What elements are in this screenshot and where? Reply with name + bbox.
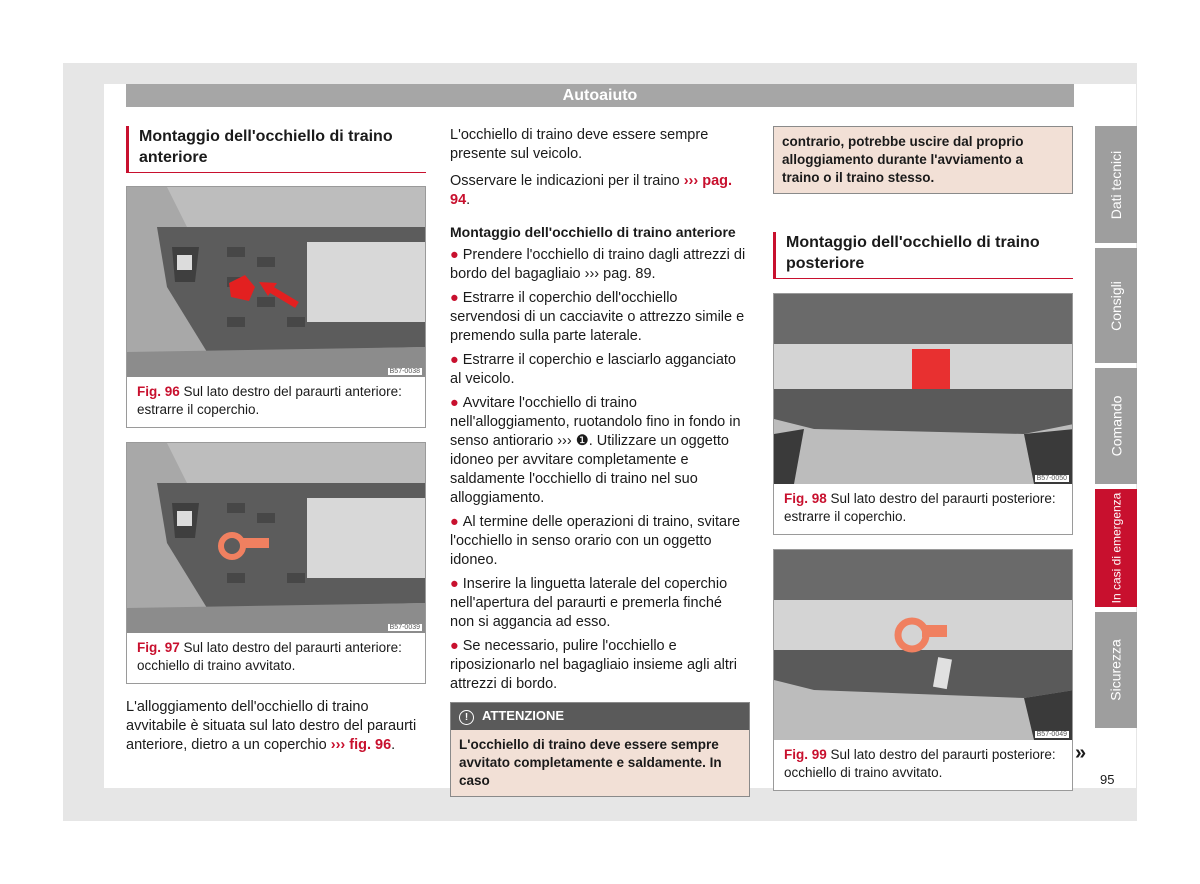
fig-99-caption — [774, 740, 1072, 790]
left-column — [126, 126, 426, 755]
caption-text: Sul lato destro del paraurti posteriore: estrarre il coperchio. — [784, 491, 1056, 524]
tab-label: Consigli — [1108, 280, 1124, 331]
page-header: Autoaiuto — [126, 84, 1074, 107]
figure-number: Fig. 98 — [784, 491, 827, 506]
caption-text: Sul lato destro del paraurti posteriore: occhiello di traino avvitato. — [784, 747, 1056, 780]
fig-96-caption — [127, 377, 425, 427]
fig-97-caption — [127, 633, 425, 683]
tab-emergenza[interactable] — [1095, 489, 1137, 607]
warning-title: ATTENZIONE — [482, 708, 565, 723]
list-item: ● Inserire la linguetta laterale del coperchio nell'apertura del paraurti e premerla finché non si aggancia ad esso. — [450, 576, 728, 630]
fig-98-caption — [774, 484, 1072, 534]
body-paragraph — [126, 698, 426, 755]
right-column — [773, 126, 1073, 791]
list-item: ● Estrarre il coperchio e lasciarlo agganciato al veicolo. — [450, 352, 736, 387]
figure-code: B57-0050 — [1036, 475, 1067, 482]
figure-code: B57-0049 — [1036, 731, 1067, 738]
figure-link[interactable]: ››› fig. 96 — [330, 737, 392, 753]
page-link[interactable]: ››› pag. 94 — [450, 173, 733, 208]
figure-98 — [773, 293, 1073, 535]
middle-column — [450, 126, 750, 797]
instruction-list — [450, 246, 750, 694]
subheading: Montaggio dell'occhiello di traino anteriore — [450, 224, 736, 240]
tab-dati-tecnici[interactable] — [1095, 126, 1137, 243]
tab-label: In casi di emergenza — [1109, 492, 1124, 604]
paragraph-text: Osservare le indicazioni per il traino — [450, 173, 680, 189]
tab-comando[interactable] — [1095, 368, 1137, 484]
list-item: ● Avvitare l'occhiello di traino nell'alloggiamento, ruotandolo fino in fondo in senso antiorario ››› ❶. Utilizzare un oggetto idoneo per avvitare completamente e saldamente l'occhiello di traino nel suo alloggiamento. — [450, 395, 741, 506]
figure-code: B57-0039 — [389, 624, 420, 631]
warning-header — [451, 703, 749, 730]
warning-box — [450, 702, 750, 797]
paragraph-text: L'alloggiamento dell'occhiello di traino avvitabile è situata sul lato destro del paraurti anteriore, dietro a un coperchio — [126, 699, 417, 753]
continue-mark: » — [1075, 742, 1087, 764]
warning-box-continued — [773, 126, 1073, 194]
reference-paragraph: Osservare le indicazioni per il traino ››› pag. 94. — [450, 173, 733, 208]
figure-number: Fig. 99 — [784, 747, 827, 762]
caption-text: Sul lato destro del paraurti anteriore: estrarre il coperchio. — [137, 384, 402, 417]
section-title-front: Montaggio dell'occhiello di traino anteriore — [126, 126, 426, 173]
warning-text: L'occhiello di traino deve essere sempre avvitato completamente e saldamente. In caso — [459, 737, 722, 788]
warning-text: contrario, potrebbe uscire dal proprio alloggiamento durante l'avviamento a traino o il traino stesso. — [782, 134, 1024, 185]
tab-consigli[interactable] — [1095, 248, 1137, 363]
tab-sicurezza[interactable] — [1095, 612, 1137, 728]
list-item: ● Al termine delle operazioni di traino, svitare l'occhiello in senso orario con un oggetto idoneo. — [450, 514, 741, 568]
tab-label: Comando — [1108, 395, 1125, 457]
fig-98-image — [774, 294, 1072, 484]
fig-99-image — [774, 550, 1072, 740]
fig-96-image — [127, 187, 425, 377]
figure-99 — [773, 549, 1073, 791]
fig-97-image — [127, 443, 425, 633]
section-title-rear: Montaggio dell'occhiello di traino posteriore — [773, 232, 1073, 279]
tab-label: Sicurezza — [1108, 639, 1124, 701]
figure-97 — [126, 442, 426, 684]
figure-96 — [126, 186, 426, 428]
paragraph-end: . — [391, 737, 396, 753]
tab-label: Dati tecnici — [1108, 150, 1124, 219]
list-item: ● Se necessario, pulire l'occhiello e riposizionarlo nel bagagliaio insieme agli altri attrezzi di bordo. — [450, 638, 737, 692]
caption-text: Sul lato destro del paraurti anteriore: occhiello di traino avvitato. — [137, 640, 402, 673]
figure-code: B57-0038 — [389, 368, 420, 375]
list-item: ● Prendere l'occhiello di traino dagli attrezzi di bordo del bagagliaio ››› pag. 89. — [450, 247, 746, 282]
info-circle-icon: ! — [459, 710, 474, 725]
page-number: 95 — [1100, 772, 1115, 787]
intro-paragraph: L'occhiello di traino deve essere sempre presente sul veicolo. — [450, 127, 709, 162]
figure-number: Fig. 97 — [137, 640, 180, 655]
list-item: ● Estrarre il coperchio dell'occhiello servendosi di un cacciavite o attrezzo simile e premendo sulla parte laterale. — [450, 290, 745, 344]
figure-number: Fig. 96 — [137, 384, 180, 399]
